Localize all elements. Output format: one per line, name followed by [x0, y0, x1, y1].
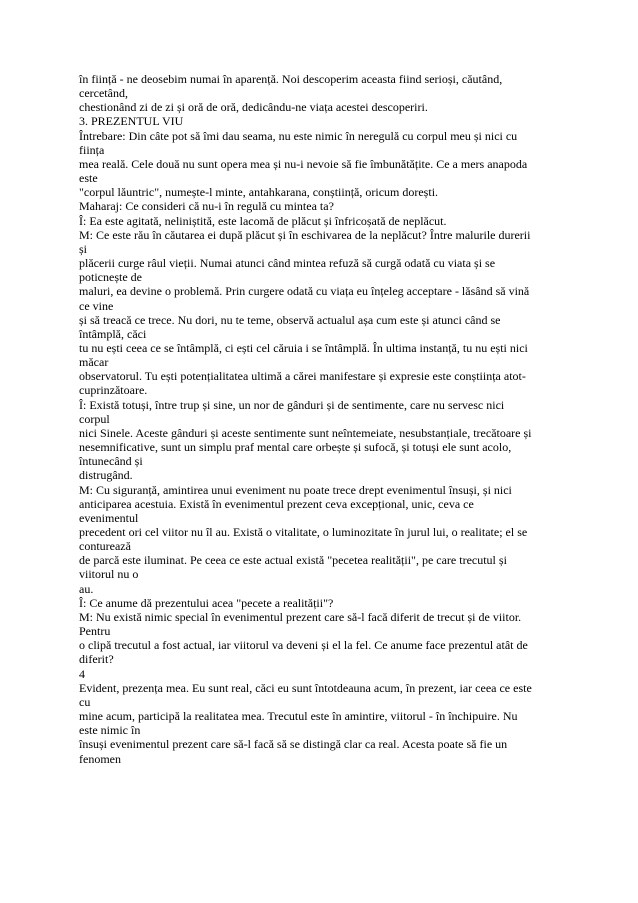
text-line: mine acum, participă la realitatea mea. Trecutul este în amintire, viitorul - în închipuire. Nu	[79, 709, 518, 724]
text-line: anticiparea acestuia. Există în evenimentul prezent ceva excepțional, unic, ceva ce	[79, 496, 474, 511]
text-line: M: Cu siguranță, amintirea unui eveniment nu poate trece drept evenimentul însuși, și nici	[79, 482, 512, 497]
text-line: Î: Ea este agitată, neliniștită, este lacomă de plăcut și înfricoșată de neplăcut.	[79, 213, 447, 228]
text-line: Î: Ce anume dă prezentului acea "pecete a realității"?	[79, 595, 334, 610]
text-line: nici Sinele. Aceste gânduri și aceste sentimente sunt neîntemeiate, nesubstanțiale, trecătoare și	[79, 425, 532, 440]
document-page	[79, 72, 569, 766]
text-line: precedent ori cel viitor nu îl au. Există o vitalitate, o luminozitate în jurul lui, o realitate; el se	[79, 525, 528, 539]
text-line: este	[79, 171, 98, 186]
text-line: în ființă - ne deosebim numai în aparență. Noi descoperim aceasta fiind serioși, căutând,	[79, 72, 503, 86]
text-line: viitorul nu o	[79, 567, 139, 582]
text-line: Pentru	[79, 624, 111, 639]
text-line: tu nu ești ceea ce se întâmplă, ci ești cel căruia i se întâmplă. În ultima instanță, tu nu ești nici	[79, 340, 528, 355]
text-line: cu	[79, 694, 91, 709]
text-line: măcar	[79, 355, 109, 370]
text-line: distrugând.	[79, 468, 133, 483]
text-line: cuprinzătoare.	[79, 383, 148, 398]
text-line: și	[79, 241, 88, 256]
text-line: Evident, prezența mea. Eu sunt real, căci eu sunt întotdeauna acum, în prezent, iar ceea ce este	[79, 680, 532, 695]
text-line: Î: Există totuși, între trup și sine, un nor de gânduri și de sentimente, care nu servesc nici	[79, 397, 505, 412]
text-line: întâmplă, căci	[79, 326, 147, 341]
page-number: 4	[79, 666, 85, 681]
text-line: însuși evenimentul prezent care să-l facă să se distingă clar ca real. Acesta poate să fie un	[79, 737, 508, 752]
section-heading: 3. PREZENTUL VIU	[79, 114, 184, 129]
text-line: diferit?	[79, 652, 114, 667]
text-line: fenomen	[79, 751, 121, 766]
text-line: nesemnificative, sunt un simplu praf mental care orbește și sufocă, și totuși ele sunt acolo,	[79, 440, 512, 455]
text-line: de parcă este iluminat. Pe ceea ce este actual există "pecetea realității", pe care trecutul și	[79, 553, 507, 568]
text-line: maluri, ea devine o problemă. Prin curgere odată cu viața eu înțeleg acceptare - lăsând să vină	[79, 284, 530, 299]
text-line: "corpul lăuntric", numește-l minte, antahkarana, conștiință, oricum dorești.	[79, 185, 439, 200]
text-line: întunecând și	[79, 454, 143, 469]
text-line: mea reală. Cele două nu sunt opera mea și nu-i nevoie să fie îmbunătățite. Ce a mers anapoda	[79, 156, 528, 171]
text-line: ce vine	[79, 298, 114, 313]
text-line: M: Ce este rău în căutarea ei după plăcut și în eschivarea de la neplăcut? Între malurile durerii	[79, 227, 531, 242]
text-line: poticnește de	[79, 270, 142, 285]
text-line: M: Nu există nimic special în evenimentul prezent care să-l facă diferit de trecut și de viitor.	[79, 609, 522, 624]
text-line: chestionând zi de zi și oră de oră, dedicându-ne viața acestei descoperiri.	[79, 100, 428, 115]
text-line: conturează	[79, 539, 131, 554]
text-line: și să treacă ce trece. Nu dori, nu te teme, observă actualul așa cum este și atunci când se	[79, 312, 501, 327]
text-line: observatorul. Tu ești potențialitatea ultimă a cărei manifestare și expresie este conștiința atot-	[79, 369, 526, 384]
text-line: au.	[79, 581, 94, 596]
text-line: Maharaj: Ce consideri că nu-i în regulă cu mintea ta?	[79, 199, 334, 214]
text-line: o clipă trecutul a fost actual, iar viitorul va deveni și el la fel. Ce anume face prezentul atât de	[79, 638, 528, 653]
text-line: evenimentul	[79, 510, 139, 525]
text-line: este nimic în	[79, 723, 141, 738]
text-line: ființa	[79, 142, 105, 157]
text-line: cercetând,	[79, 86, 128, 101]
text-line: corpul	[79, 411, 110, 426]
text-line: Întrebare: Din câte pot să îmi dau seama, nu este nimic în neregulă cu corpul meu și nici cu	[79, 128, 518, 143]
text-line: plăcerii curge râul vieții. Numai atunci când mintea refuză să curgă odată cu viata și se	[79, 256, 496, 271]
